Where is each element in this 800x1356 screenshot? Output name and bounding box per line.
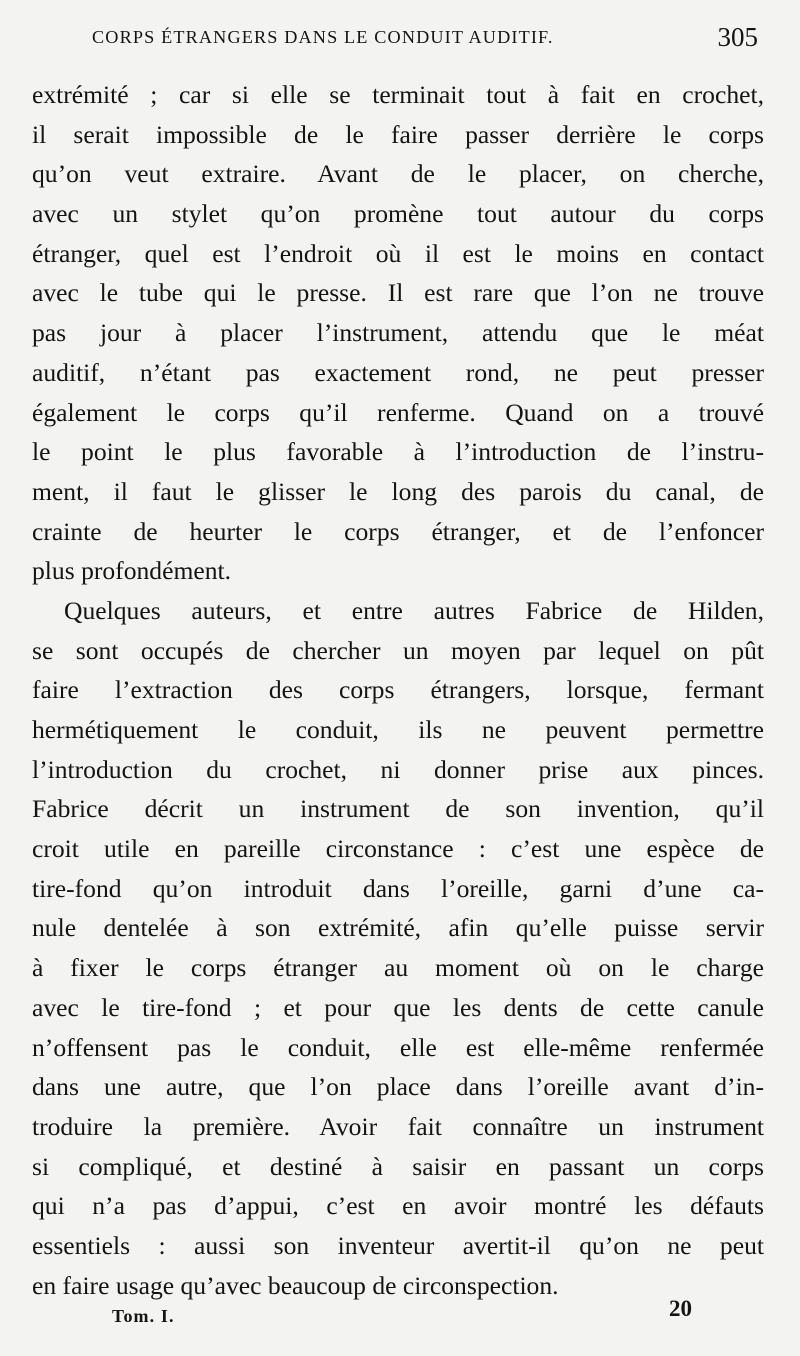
running-header (92, 22, 758, 52)
page-footer (112, 1296, 692, 1332)
text-line: nule dentelée à son extrémité, afin qu’elle puisse servir (32, 913, 764, 943)
page-number: 305 (717, 22, 758, 52)
text-line: avec le tire-fond ; et pour que les dents de cette canule (32, 992, 764, 1022)
text-line: n’offensent pas le conduit, elle est elle-même renfermée (32, 1032, 764, 1062)
text-line: avec le tube qui le presse. Il est rare que l’on ne trouve (32, 278, 764, 308)
signature-mark: 20 (669, 1296, 692, 1321)
text-line: troduire la première. Avoir fait connaître un instrument (32, 1111, 764, 1141)
volume-signature: Tom. I. (112, 1306, 175, 1326)
paragraph (32, 591, 764, 1305)
text-line: pas jour à placer l’instrument, attendu que le méat (32, 318, 764, 348)
text-line: Quelques auteurs, et entre autres Fabrice de Hilden, (64, 595, 764, 625)
text-line: si compliqué, et destiné à saisir en passant un corps (32, 1151, 764, 1181)
text-line: également le corps qu’il renferme. Quand on a trouvé (32, 397, 764, 427)
text-line: ment, il faut le glisser le long des parois du canal, de (32, 476, 764, 506)
text-line: essentiels : aussi son inventeur avertit-il qu’on ne peut (32, 1230, 764, 1260)
text-line: il serait impossible de le faire passer derrière le corps (32, 119, 764, 149)
text-line: faire l’extraction des corps étrangers, lorsque, fermant (32, 675, 764, 705)
text-line: auditif, n’étant pas exactement rond, ne peut presser (32, 357, 764, 387)
text-line: qui n’a pas d’appui, c’est en avoir montré les défauts (32, 1191, 764, 1221)
text-line: qu’on veut extraire. Avant de le placer, on cherche, (32, 159, 764, 189)
text-line: le point le plus favorable à l’introduction de l’instru- (32, 437, 764, 467)
text-line: crainte de heurter le corps étranger, et de l’enfoncer (32, 516, 764, 546)
text-line: tire-fond qu’on introduit dans l’oreille, garni d’une ca- (32, 873, 764, 903)
text-line: se sont occupés de chercher un moyen par lequel on pût (32, 635, 764, 665)
running-title: CORPS ÉTRANGERS DANS LE CONDUIT AUDITIF. (92, 27, 554, 47)
text-line: extrémité ; car si elle se terminait tout à fait en crochet, (32, 80, 764, 109)
text-line: l’introduction du crochet, ni donner prise aux pinces. (32, 754, 764, 784)
text-line: Fabrice décrit un instrument de son invention, qu’il (32, 794, 764, 824)
text-line: étranger, quel est l’endroit où il est le moins en contact (32, 238, 764, 268)
text-line: dans une autre, que l’on place dans l’oreille avant d’in- (32, 1072, 764, 1102)
text-line: croit utile en pareille circonstance : c’est une espèce de (32, 834, 764, 864)
paragraph (32, 75, 764, 591)
body-text (32, 75, 764, 1305)
text-line: avec un stylet qu’on promène tout autour du corps (32, 199, 764, 229)
text-line: hermétiquement le conduit, ils ne peuvent permettre (32, 715, 764, 744)
text-line: en faire usage qu’avec beaucoup de circonspection. (32, 1270, 559, 1300)
text-line: plus profondément. (32, 556, 232, 586)
text-line: à fixer le corps étranger au moment où on le charge (32, 953, 764, 983)
